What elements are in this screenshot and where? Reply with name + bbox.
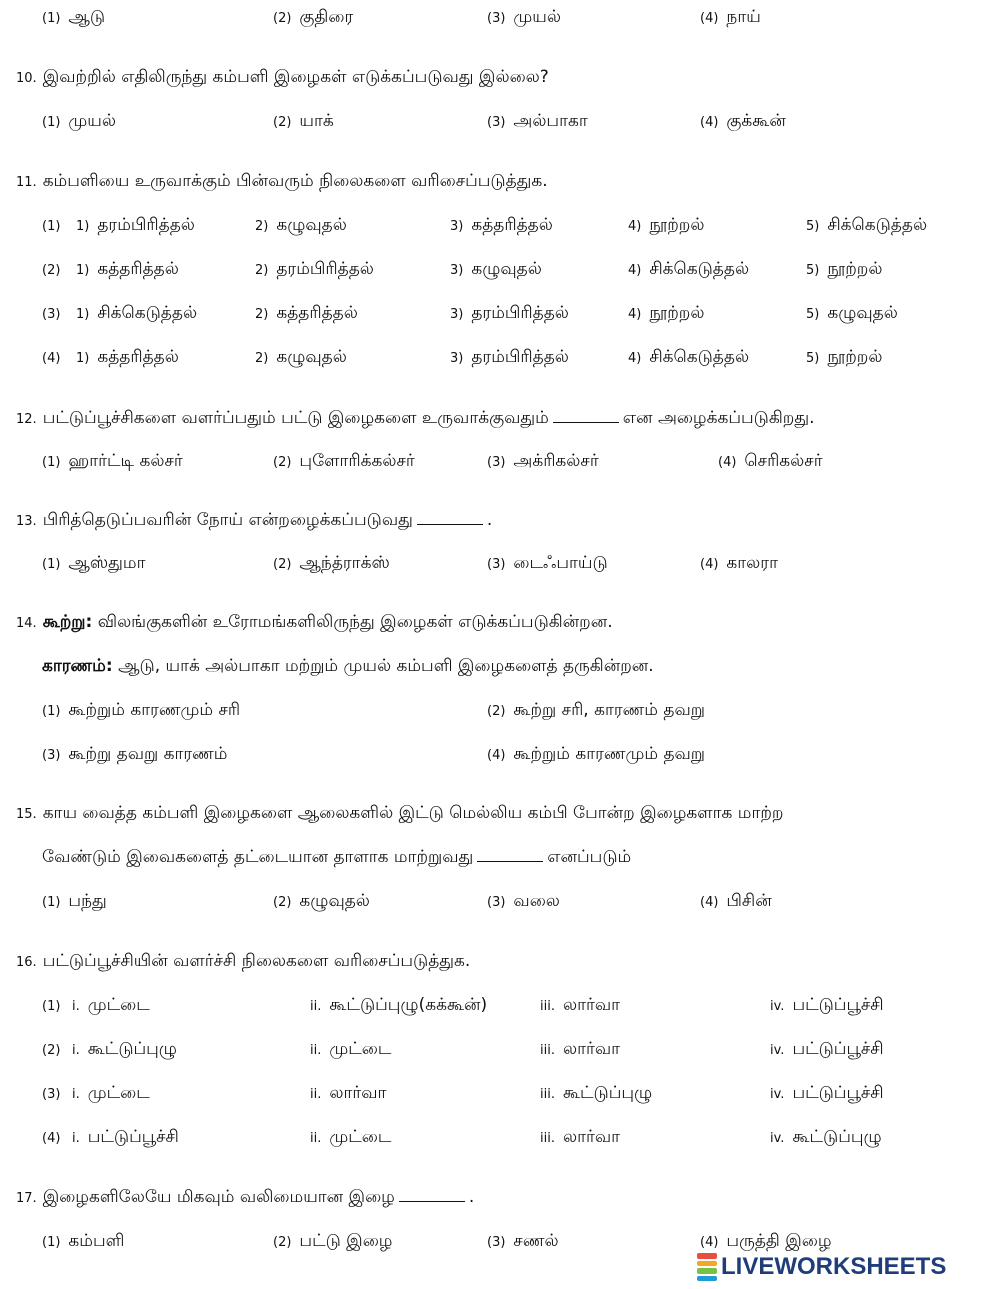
q16-option-3-step-2: ii. லார்வா: [310, 1083, 387, 1103]
q11-option-3-number: (3): [42, 307, 61, 322]
q14-option-2: (2) கூற்று சரி, காரணம் தவறு: [487, 700, 705, 720]
q12-blank: [553, 408, 619, 423]
q11-option-2-step-3: 3) கழுவுதல்: [450, 259, 542, 279]
q11-option-3-step-2: 2) கத்தரித்தல்: [255, 303, 358, 323]
q12-option-2: (2) புளோரிக்கல்சர்: [273, 451, 415, 471]
q17-option-2: (2) பட்டு இழை: [273, 1231, 393, 1251]
q16-option-2-number: (2): [42, 1043, 61, 1058]
q16-option-3-step-1: i. முட்டை: [72, 1083, 150, 1103]
q11-option-2-number: (2): [42, 263, 61, 278]
q11-option-3-step-5: 5) கழுவுதல்: [806, 303, 898, 323]
q15-option-4: (4) பிசின்: [700, 891, 772, 911]
q13-question: 13. பிரித்தெடுப்பவரின் நோய் என்றழைக்கப்படுவது .: [16, 510, 493, 530]
q11-option-4-step-3: 3) தரம்பிரித்தல்: [450, 347, 569, 367]
q16-option-2-step-3: iii. லார்வா: [540, 1039, 620, 1059]
q13-option-3: (3) டைஃபாய்டு: [487, 553, 608, 573]
q15-question-line2: வேண்டும் இவைகளைத் தட்டையான தாளாக மாற்றுவது எனப்படும்: [42, 847, 632, 867]
q16-option-4-step-4: iv. கூட்டுப்புழு: [770, 1127, 882, 1147]
q17-option-3: (3) சணல்: [487, 1231, 559, 1251]
q15-option-3: (3) வலை: [487, 891, 560, 911]
q10-option-1: (1) முயல்: [42, 111, 116, 131]
q14-reason: காரணம்: ஆடு, யாக் அல்பாகா மற்றும் முயல் கம்பளி இழைகளைத் தருகின்றன.: [42, 656, 654, 676]
q16-option-2-step-2: ii. முட்டை: [310, 1039, 392, 1059]
q14-option-3: (3) கூற்று தவறு காரணம்: [42, 744, 228, 764]
logo-bar-1: [697, 1253, 717, 1259]
q16-option-3-step-3: iii. கூட்டுப்புழு: [540, 1083, 653, 1103]
q11-option-3-step-4: 4) நூற்றல்: [628, 303, 705, 323]
q16-option-3-number: (3): [42, 1087, 61, 1102]
q15-blank: [477, 847, 543, 862]
q9-option-1: (1) ஆடு: [42, 7, 106, 27]
q16-option-1-step-1: i. முட்டை: [72, 995, 150, 1015]
q16-option-1-step-4: iv. பட்டுப்பூச்சி: [770, 995, 884, 1015]
logo-bar-4: [697, 1276, 717, 1282]
q11-option-1-step-4: 4) நூற்றல்: [628, 215, 705, 235]
q11-option-1-number: (1): [42, 219, 61, 234]
q11-option-1-step-2: 2) கழுவுதல்: [255, 215, 347, 235]
q16-option-1-step-2: ii. கூட்டுப்புழு(கக்கூன்): [310, 995, 488, 1015]
q17-blank: [399, 1187, 465, 1202]
q11-option-2-step-5: 5) நூற்றல்: [806, 259, 883, 279]
q17-option-4: (4) பருத்தி இழை: [700, 1231, 832, 1251]
q10-question: 10. இவற்றில் எதிலிருந்து கம்பளி இழைகள் எடுக்கப்படுவது இல்லை?: [16, 67, 549, 87]
q11-option-4-step-5: 5) நூற்றல்: [806, 347, 883, 367]
q11-option-1-step-5: 5) சிக்கெடுத்தல்: [806, 215, 928, 235]
q12-option-4: (4) செரிகல்சர்: [718, 451, 823, 471]
q10-option-2: (2) யாக்: [273, 111, 334, 131]
q11-option-4-number: (4): [42, 351, 61, 366]
q16-option-4-step-2: ii. முட்டை: [310, 1127, 392, 1147]
q11-option-2-step-1: 1) கத்தரித்தல்: [76, 259, 179, 279]
q12-option-3: (3) அக்ரிகல்சர்: [487, 451, 599, 471]
q11-option-4-step-4: 4) சிக்கெடுத்தல்: [628, 347, 750, 367]
q14-assertion: 14. கூற்று: விலங்குகளின் உரோமங்களிலிருந்து இழைகள் எடுக்கப்படுகின்றன.: [16, 612, 613, 632]
q9-option-3: (3) முயல்: [487, 7, 561, 27]
liveworksheets-logo[interactable]: [697, 1250, 946, 1284]
q15-option-2: (2) கழுவுதல்: [273, 891, 370, 911]
q16-option-1-step-3: iii. லார்வா: [540, 995, 620, 1015]
q9-option-2: (2) குதிரை: [273, 7, 354, 27]
q11-option-2-step-2: 2) தரம்பிரித்தல்: [255, 259, 374, 279]
q16-question: 16. பட்டுப்பூச்சியின் வளர்ச்சி நிலைகளை வரிசைப்படுத்துக.: [16, 951, 471, 971]
q17-option-1: (1) கம்பளி: [42, 1231, 125, 1251]
q14-option-1: (1) கூற்றும் காரணமும் சரி: [42, 700, 241, 720]
q13-option-4: (4) காலரா: [700, 553, 778, 573]
q11-option-1-step-1: 1) தரம்பிரித்தல்: [76, 215, 195, 235]
q16-option-3-step-4: iv. பட்டுப்பூச்சி: [770, 1083, 884, 1103]
q11-question: 11. கம்பளியை உருவாக்கும் பின்வரும் நிலைகளை வரிசைப்படுத்துக.: [16, 171, 548, 191]
q14-option-4: (4) கூற்றும் காரணமும் தவறு: [487, 744, 706, 764]
q11-option-4-step-1: 1) கத்தரித்தல்: [76, 347, 179, 367]
q15-option-1: (1) பந்து: [42, 891, 107, 911]
q11-option-2-step-4: 4) சிக்கெடுத்தல்: [628, 259, 750, 279]
q16-option-1-number: (1): [42, 999, 61, 1014]
q13-blank: [417, 510, 483, 525]
q11-option-4-step-2: 2) கழுவுதல்: [255, 347, 347, 367]
q16-option-2-step-1: i. கூட்டுப்புழு: [72, 1039, 177, 1059]
q12-option-1: (1) ஹார்ட்டி கல்சர்: [42, 451, 183, 471]
q16-option-4-step-1: i. பட்டுப்பூச்சி: [72, 1127, 179, 1147]
q16-option-2-step-4: iv. பட்டுப்பூச்சி: [770, 1039, 884, 1059]
q12-question: 12. பட்டுப்பூச்சிகளை வளர்ப்பதும் பட்டு இழைகளை உருவாக்குவதும் என அழைக்கப்படுகிறது.: [16, 408, 815, 428]
q11-option-3-step-1: 1) சிக்கெடுத்தல்: [76, 303, 198, 323]
q11-option-3-step-3: 3) தரம்பிரித்தல்: [450, 303, 569, 323]
q13-option-2: (2) ஆந்த்ராக்ஸ்: [273, 553, 390, 573]
q11-option-1-step-3: 3) கத்தரித்தல்: [450, 215, 553, 235]
liveworksheets-logo-text: LIVEWORKSHEETS: [721, 1253, 947, 1280]
q13-option-1: (1) ஆஸ்துமா: [42, 553, 146, 573]
q10-option-3: (3) அல்பாகா: [487, 111, 588, 131]
q15-question-line1: 15. காய வைத்த கம்பளி இழைகளை ஆலைகளில் இட்டு மெல்லிய கம்பி போன்ற இழைகளாக மாற்ற: [16, 803, 784, 823]
q16-option-4-step-3: iii. லார்வா: [540, 1127, 620, 1147]
q16-option-4-number: (4): [42, 1131, 61, 1146]
logo-bar-2: [697, 1261, 717, 1267]
logo-bar-3: [697, 1268, 717, 1274]
q17-question: 17. இழைகளிலேயே மிகவும் வலிமையான இழை .: [16, 1187, 475, 1207]
q9-option-4: (4) நாய்: [700, 7, 761, 27]
q10-option-4: (4) குக்கூன்: [700, 111, 786, 131]
liveworksheets-logo-icon: [697, 1252, 717, 1282]
